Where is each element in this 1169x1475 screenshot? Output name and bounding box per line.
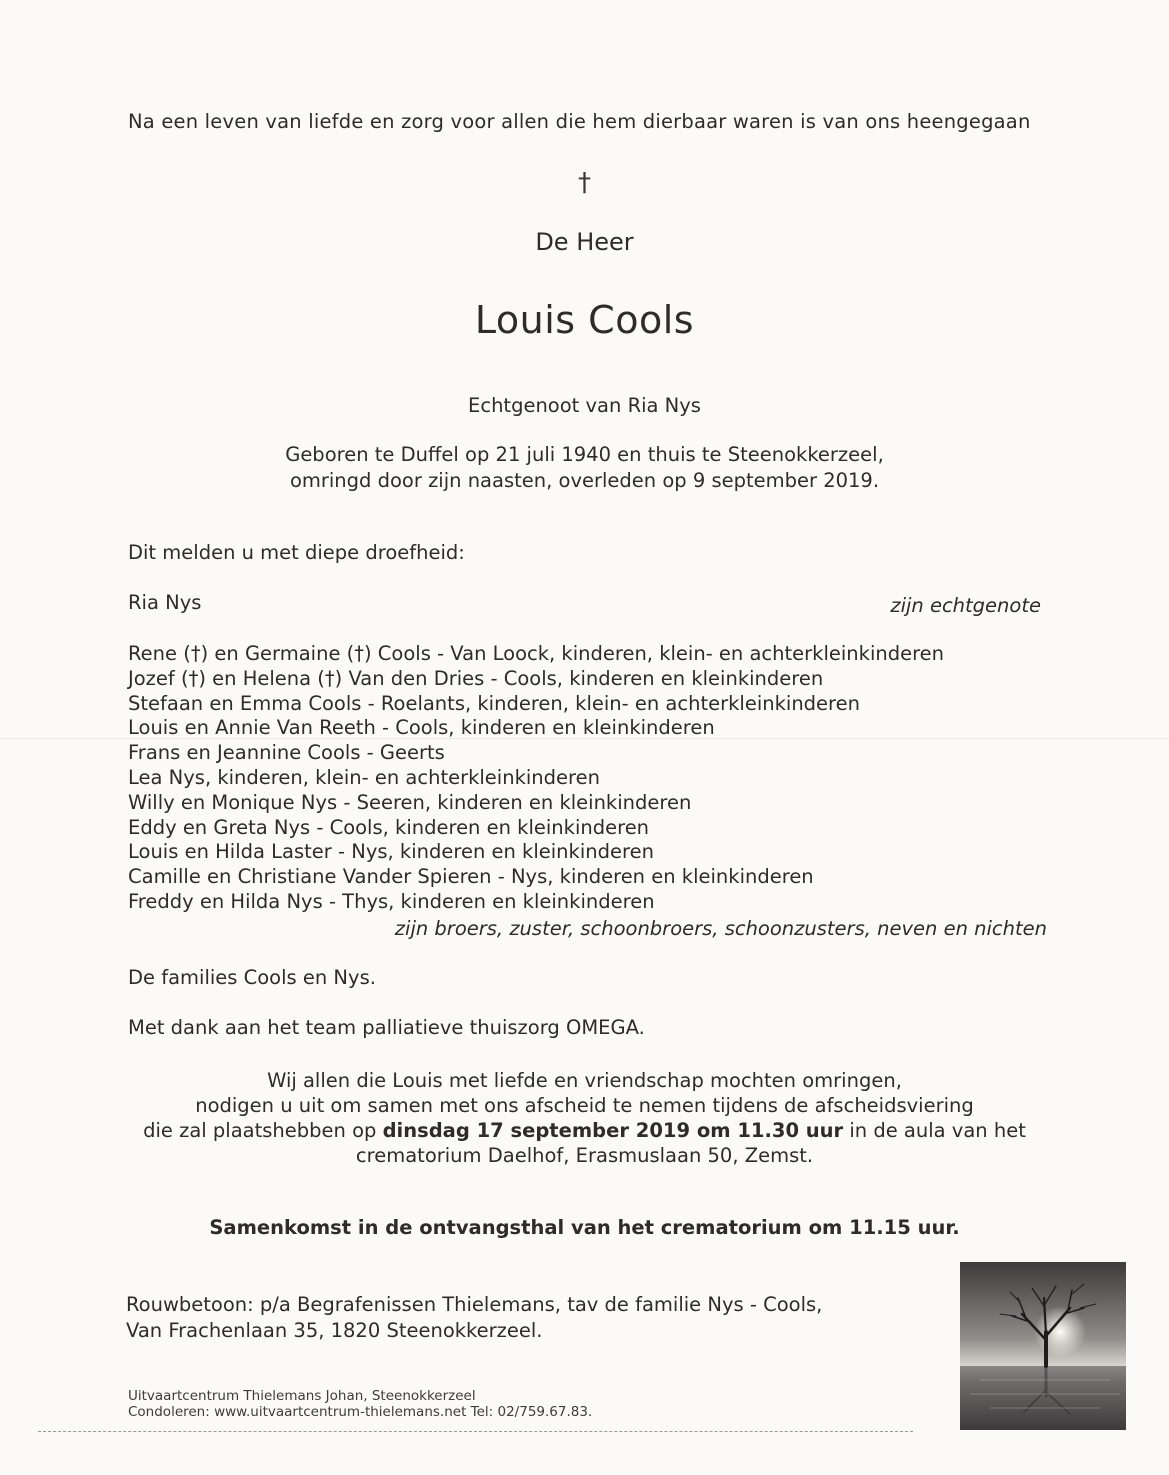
footer-line-2: Condoleren: www.uitvaartcentrum-thielemans.net Tel: 02/759.67.83.: [128, 1404, 593, 1420]
gathering-line: Samenkomst in de ontvangsthal van het crematorium om 11.15 uur.: [209, 1216, 960, 1239]
birth-death-info: [0, 442, 1169, 494]
list-item: Freddy en Hilda Nys - Thys, kinderen en kleinkinderen: [128, 889, 655, 913]
ceremony-line-3: [0, 1118, 1169, 1143]
footer-line-1: Uitvaartcentrum Thielemans Johan, Steenokkerzeel: [128, 1388, 476, 1404]
ceremony-date-time: dinsdag 17 september 2019 om 11.30 uur: [382, 1119, 844, 1142]
birth-line-1: Geboren te Duffel op 21 juli 1940 en thuis te Steenokkerzeel,: [285, 443, 884, 466]
condolence-line-2: Van Frachenlaan 35, 1820 Steenokkerzeel.: [126, 1319, 543, 1342]
thanks-line: Met dank aan het team palliatieve thuiszorg OMEGA.: [128, 1016, 645, 1039]
list-item: Willy en Monique Nys - Seeren, kinderen en kleinkinderen: [128, 790, 692, 814]
title-prefix: De Heer: [535, 228, 634, 256]
list-item: Camille en Christiane Vander Spieren - Nys, kinderen en kleinkinderen: [128, 865, 814, 889]
tree-photo-icon: [960, 1262, 1126, 1430]
list-item: Lea Nys, kinderen, klein- en achterkleinkinderen: [128, 765, 600, 789]
condolence-line-1: Rouwbetoon: p/a Begrafenissen Thielemans, tav de familie Nys - Cools,: [126, 1293, 823, 1316]
condolence-address: [126, 1292, 822, 1344]
list-item: Eddy en Greta Nys - Cools, kinderen en kleinkinderen: [128, 815, 650, 839]
ceremony-line-4: crematorium Daelhof, Erasmuslaan 50, Zemst.: [355, 1144, 814, 1167]
footer: [128, 1388, 592, 1420]
ceremony-line-2: nodigen u uit om samen met ons afscheid te nemen tijdens de afscheidsviering: [195, 1094, 974, 1117]
wife-name: Ria Nys: [128, 591, 202, 614]
deceased-name: Louis Cools: [474, 298, 695, 342]
list-item: Louis en Annie Van Reeth - Cools, kinderen en kleinkinderen: [128, 716, 715, 740]
families-line: De families Cools en Nys.: [128, 966, 376, 989]
dashed-divider: [38, 1431, 913, 1432]
cross-symbol: †: [578, 168, 591, 198]
ceremony-info: [0, 1068, 1169, 1168]
list-item: Louis en Hilda Laster - Nys, kinderen en kleinkinderen: [128, 840, 654, 864]
spouse-line: Echtgenoot van Ria Nys: [468, 394, 701, 417]
ceremony-line-3-before: die zal plaatshebben op: [143, 1119, 383, 1142]
list-item: Jozef (†) en Helena (†) Van den Dries - Cools, kinderen en kleinkinderen: [128, 666, 824, 690]
announcement: Dit melden u met diepe droefheid:: [128, 541, 465, 564]
siblings-line: zijn broers, zuster, schoonbroers, schoonzusters, neven en nichten: [394, 917, 1047, 940]
list-item: Rene (†) en Germaine (†) Cools - Van Loock, kinderen, klein- en achterkleinkinderen: [128, 642, 945, 665]
list-item: Stefaan en Emma Cools - Roelants, kinderen, klein- en achterkleinkinderen: [128, 691, 860, 715]
relatives-list: [128, 642, 944, 915]
intro-text: Na een leven van liefde en zorg voor allen die hem dierbaar waren is van ons heengegaan: [128, 110, 1031, 133]
birth-line-2: omringd door zijn naasten, overleden op 9 september 2019.: [289, 469, 880, 492]
ceremony-line-3-after: in de aula van het: [843, 1119, 1026, 1142]
list-item: Frans en Jeannine Cools - Geerts: [128, 741, 445, 765]
wife-relation: zijn echtgenote: [890, 594, 1041, 617]
ceremony-line-1: Wij allen die Louis met liefde en vriendschap mochten omringen,: [267, 1069, 902, 1092]
